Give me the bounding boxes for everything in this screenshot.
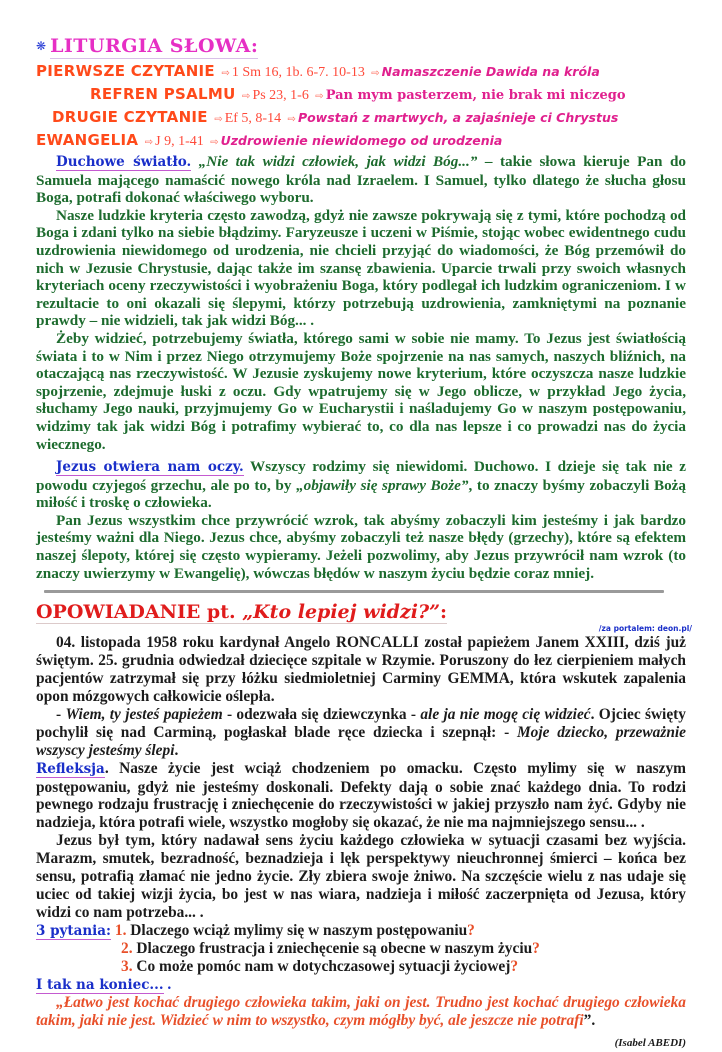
paragraph-text: - odezwała się dziewczynka - bbox=[222, 705, 421, 723]
dialogue-text: Moje dziecko, przeważnie wszyscy jesteśmy ślepi bbox=[36, 723, 686, 759]
closing-quote bbox=[36, 993, 686, 1049]
reading-ref: Ef 5, 8-14 bbox=[224, 111, 282, 126]
story-title-quote: „Kto lepiej widzi?” bbox=[242, 601, 441, 624]
document-page bbox=[36, 34, 692, 1052]
paragraph-text: . bbox=[174, 741, 179, 759]
questions-label: 3 pytania: bbox=[36, 922, 112, 939]
story-title-suffix: : bbox=[440, 601, 448, 624]
paragraph-text: - bbox=[56, 705, 66, 723]
question-number: 1. bbox=[114, 921, 127, 939]
flower-bullet-icon: ❋ bbox=[36, 39, 47, 53]
source-credit: /za portalem: deon.pl/ bbox=[598, 624, 692, 634]
reading-second bbox=[36, 107, 686, 130]
question-item bbox=[36, 922, 686, 940]
quote-close: ”. bbox=[583, 1011, 596, 1029]
reflection-section bbox=[36, 153, 686, 582]
reading-title: Pan mym pasterzem, nie brak mi niczego bbox=[325, 88, 626, 103]
reading-first bbox=[36, 61, 686, 84]
arrow-right-icon: ⇨ bbox=[371, 68, 380, 79]
reflection-paragraph: Nasze ludzkie kryteria często zawodzą, gdyż nie zawsze pokrywają się z tymi, które pochodzą od Boga i zdani tylko na siebie błądzimy. Faryzeusze i uczeni w Piśmie, stojąc wobec ewidentnego cudu uzdrowienia niewidomego od urodzenia, nie chcieli przyjąć do wiadomości, że Bóg przemówił do nich w Jezusie Chrystusie, dając także im szansę zbawienia. Uparcie trwali przy swoich własnych kryteriach oceny rzeczywistości i wyobrażeniu Boga, który podlegał ich ludzkim ograniczeniom. I w rezultacie to oni okazali się ślepymi, którzy potrzebują uzdrowienia, zamkniętymi na poznanie prawdy – nie widzieli, tak jak widzi Bóg... . bbox=[36, 206, 686, 330]
arrow-right-icon: ⇨ bbox=[210, 137, 219, 148]
reading-title: Uzdrowienie niewidomego od urodzenia bbox=[220, 133, 503, 148]
reading-ref: J 9, 1-41 bbox=[155, 134, 204, 149]
reading-title: Namaszczenie Dawida na króla bbox=[381, 64, 600, 79]
paragraph-text: , to znaczy byśmy zobaczyli Bożą miłość i troskę o człowieka. bbox=[36, 476, 687, 512]
story-section bbox=[36, 634, 686, 922]
reading-psalm bbox=[36, 84, 686, 107]
quote-author: (Isabel ABEDI) bbox=[614, 1036, 686, 1049]
quote-text: „Łatwo jest kochać drugiego człowieka takim, jaki on jest. Trudno jest kochać drugiego człowieka takim, jaki nie jest. Widzieć w nim to wszystko, czym mógłby być, ale jeszcze nie potrafi bbox=[36, 993, 686, 1029]
reflection-paragraph bbox=[36, 153, 686, 207]
paragraph-text: . Ojciec święty pochylił się nad Carminą, pogłaskał blade ręce dziecka i szepnął: - bbox=[36, 705, 686, 741]
question-mark: ? bbox=[467, 921, 475, 939]
question-item bbox=[36, 958, 686, 976]
section-heading: Jezus otwiera nam oczy. bbox=[56, 459, 244, 476]
reading-label: PIERWSZE CZYTANIE bbox=[36, 62, 215, 80]
arrow-right-icon: ⇨ bbox=[315, 91, 324, 102]
section-divider bbox=[44, 590, 664, 593]
arrow-right-icon: ⇨ bbox=[214, 114, 223, 125]
story-title bbox=[36, 601, 447, 624]
story-paragraph: 04. listopada 1958 roku kardynał Angelo RONCALLI został papieżem Janem XXIII, dziś już świętym. 25. grudnia odwiedzał dziecięce szpitale w Rzymie. Poruszony do łez cierpieniem małych pacjentów zatrzymał się przy łóżku siedmioletniej Carminy GEMMA, która wskutek zapalenia opon mózgowych całkowicie oślepła. bbox=[36, 634, 686, 705]
question-text: Co może pomóc nam w dotychczasowej sytuacji życiowej bbox=[132, 957, 511, 975]
arrow-right-icon: ⇨ bbox=[221, 68, 230, 79]
reading-ref: Ps 23, 1-6 bbox=[252, 88, 309, 103]
reading-label: DRUGIE CZYTANIE bbox=[52, 108, 208, 126]
question-number: 2. bbox=[121, 939, 133, 957]
reflection-paragraph bbox=[36, 458, 686, 512]
story-title-prefix: OPOWIADANIE pt. bbox=[36, 601, 243, 624]
reading-gospel bbox=[36, 130, 686, 153]
scripture-quote: „Nie tak widzi człowiek, jak widzi Bóg...” bbox=[198, 153, 478, 170]
question-number: 3. bbox=[121, 957, 133, 975]
dialogue-text: Wiem, ty jesteś papieżem bbox=[65, 705, 223, 723]
arrow-right-icon: ⇨ bbox=[242, 91, 251, 102]
liturgy-title: LITURGIA SŁOWA: bbox=[50, 35, 259, 57]
story-paragraph: Jezus był tym, który nadawał sens życiu każdego człowieka w sytuacji czasami bez wyjścia. Marazm, smutek, bezradność, beznadzieja i lęk perspektywy nieuchronnej śmierci – końca bez sensu, potrafią złamać nie jedno życie. Zły zbiera swoje żniwo. Na szczęście wielu z nas udaje się uciec od takiej wizji życia, bo jest w nas wiara, nadzieja i miłość zaczerpnięta od Jezusa, który widzi co nam potrzeba... . bbox=[36, 832, 686, 921]
paragraph-text: Wszyscy rodzimy się niewidomi. Duchowo. I dzieje się tak nie z powodu czyjegoś grzechu, ale po to, by bbox=[36, 458, 686, 494]
question-text: Dlaczego wciąż mylimy się w naszym postępowaniu bbox=[126, 921, 468, 939]
paragraph-text: . Nasze życie jest wciąż chodzeniem po omacku. Często mylimy się w naszym postępowaniu, gdyż nie jesteśmy doskonali. Defekty dają o sobie znać każdego dnia. To rodzi pewnego rodzaju frustrację i zniechęcenie do rzeczywistości w jakiej przyszło nam żyć. Gdyby nie nadzieja, która potrafi wiele, wszystko mogłoby się okazać, że nie ma najmniejszego sensu... . bbox=[36, 759, 686, 832]
arrow-right-icon: ⇨ bbox=[144, 137, 154, 148]
question-text: Dlaczego frustracja i zniechęcenie są obecne w naszym życiu bbox=[132, 939, 533, 957]
section-heading: Refleksja bbox=[36, 760, 105, 777]
reflection-paragraph: Żeby widzieć, potrzebujemy światła, którego sami w sobie nie mamy. To Jezus jest światłością świata i to w Nim i przez Niego otrzymujemy Boże spojrzenie na nas samych, naszych bliźnich, na otaczającą nas rzeczywistość. W Jezusie zyskujemy nowe kryterium, które oczyszcza nasze ludzkie spojrzenie, zdejmuje łuski z oczu. Gdy wpatrujemy się w Jego oblicze, w przykład Jego życia, słuchamy Jego nauki, przyjmujemy Go w Eucharystii i naśladujemy Go w naszym postępowaniu, widzimy tak jak widzi Bóg i potrafimy wybierać to, co dla nas lepsze i co prowadzi nas do życia wiecznego. bbox=[36, 329, 686, 453]
ending-label-suffix: . bbox=[163, 975, 172, 993]
ending-label: I tak na koniec... bbox=[36, 976, 164, 993]
reading-title: Powstań z martwych, a zajaśnieje ci Chrystus bbox=[297, 110, 619, 125]
dialogue-text: ale ja nie mogę cię widzieć bbox=[420, 705, 591, 723]
story-paragraph bbox=[36, 760, 686, 833]
scripture-quote: „objawiły się sprawy Boże” bbox=[296, 476, 469, 494]
paragraph-text: – takie słowa kieruje Pan do Samuela mającego namaścić nowego króla nad Izraelem. I Samuel, tylko dlatego że słucha głosu Boga, potrafi dokonać właściwego wyboru. bbox=[36, 153, 687, 207]
liturgy-header bbox=[36, 34, 686, 59]
question-item bbox=[36, 940, 686, 958]
questions-list bbox=[36, 922, 686, 976]
question-mark: ? bbox=[510, 957, 519, 975]
reading-label: EWANGELIA bbox=[36, 131, 139, 149]
ending-heading bbox=[36, 976, 686, 994]
section-heading: Duchowe światło. bbox=[56, 154, 192, 170]
story-paragraph bbox=[36, 706, 686, 760]
reflection-paragraph: Pan Jezus wszystkim chce przywrócić wzrok, tak abyśmy zobaczyli kim jesteśmy i jak bardzo jesteśmy ważni dla Niego. Jezus chce, abyśmy zobaczyli też nasze błędy (grzechy), które są efektem naszej ślepoty, której się często wypieramy. Jeżeli pozwolimy, aby Jezus przywrócił nam wzrok (to znaczy uwierzymy w Ewangelię), wówczas błędów w naszym życiu będzie coraz mniej. bbox=[36, 511, 686, 582]
question-mark: ? bbox=[532, 939, 540, 957]
story-header bbox=[36, 601, 686, 624]
arrow-right-icon: ⇨ bbox=[287, 114, 296, 125]
reading-label: REFREN PSALMU bbox=[90, 85, 236, 103]
reading-ref: 1 Sm 16, 1b. 6-7. 10-13 bbox=[231, 65, 365, 80]
